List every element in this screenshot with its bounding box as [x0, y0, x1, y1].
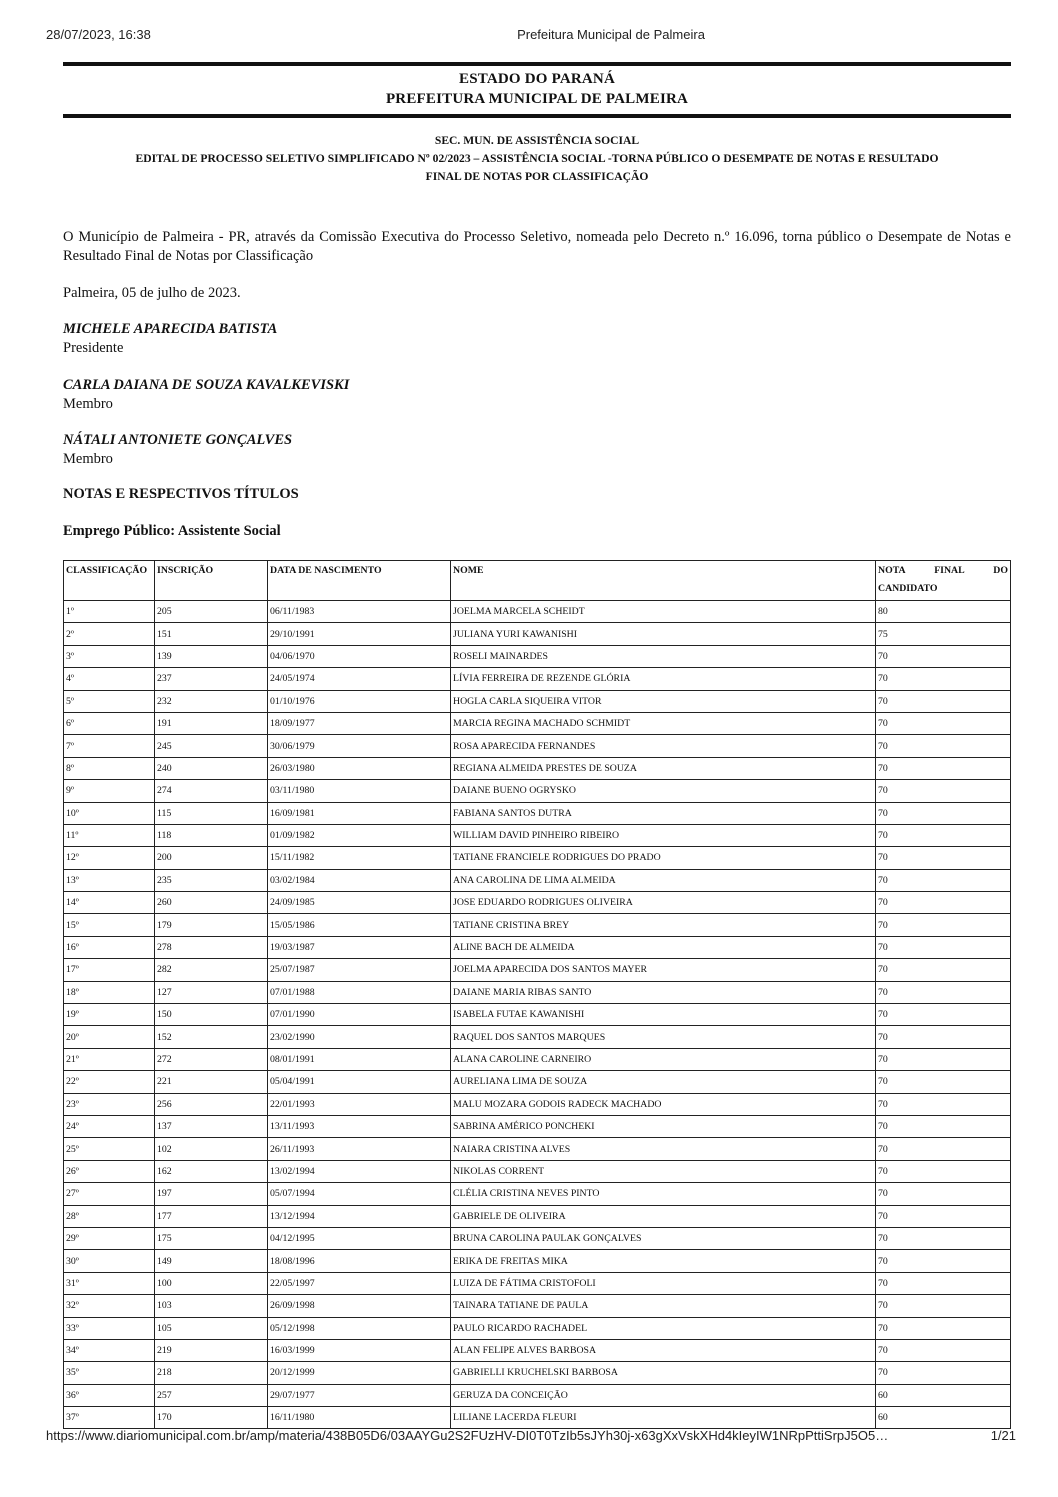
results-body	[64, 601, 1011, 1429]
cell-classificacao: 37º	[64, 1407, 155, 1429]
cell-nome: JOSE EDUARDO RODRIGUES OLIVEIRA	[451, 892, 876, 914]
table-row	[64, 690, 1011, 712]
cell-nascimento: 13/12/1994	[268, 1205, 451, 1227]
cell-inscricao: 257	[155, 1384, 268, 1406]
signer-1	[63, 320, 277, 358]
signer-3	[63, 431, 292, 469]
table-header-row	[64, 561, 1011, 601]
signer-name: NÁTALI ANTONIETE GONÇALVES	[63, 432, 293, 448]
cell-inscricao: 256	[155, 1093, 268, 1115]
cell-nascimento: 22/05/1997	[268, 1272, 451, 1294]
cell-inscricao: 102	[155, 1138, 268, 1160]
document-header	[63, 69, 1011, 109]
cell-nota: 70	[876, 1250, 1011, 1272]
cell-nascimento: 01/10/1976	[268, 690, 451, 712]
table-row	[64, 1272, 1011, 1294]
cell-nome: TATIANE CRISTINA BREY	[451, 914, 876, 936]
cell-nome: ALAN FELIPE ALVES BARBOSA	[451, 1339, 876, 1361]
table-row	[64, 1362, 1011, 1384]
cell-nascimento: 20/12/1999	[268, 1362, 451, 1384]
cell-nota: 70	[876, 1048, 1011, 1070]
table-row	[64, 623, 1011, 645]
table-row	[64, 981, 1011, 1003]
cell-classificacao: 13º	[64, 869, 155, 891]
cell-inscricao: 175	[155, 1227, 268, 1249]
cell-nome: JOELMA APARECIDA DOS SANTOS MAYER	[451, 959, 876, 981]
print-page-number: 1/21	[990, 1428, 1016, 1443]
table-row	[64, 1384, 1011, 1406]
table-row	[64, 1339, 1011, 1361]
cell-inscricao: 235	[155, 869, 268, 891]
table-row	[64, 1048, 1011, 1070]
cell-nascimento: 26/03/1980	[268, 757, 451, 779]
cell-inscricao: 218	[155, 1362, 268, 1384]
table-row	[64, 712, 1011, 734]
cell-nascimento: 16/09/1981	[268, 802, 451, 824]
cell-nome: ALINE BACH DE ALMEIDA	[451, 936, 876, 958]
signer-role: Presidente	[63, 340, 124, 356]
signer-name: CARLA DAIANA DE SOUZA KAVALKEVISKI	[63, 377, 350, 393]
state-name: ESTADO DO PARANÁ	[459, 71, 615, 87]
cell-inscricao: 162	[155, 1160, 268, 1182]
cell-nome: LILIANE LACERDA FLEURI	[451, 1407, 876, 1429]
table-row	[64, 1071, 1011, 1093]
cell-nota: 70	[876, 847, 1011, 869]
table-row	[64, 1093, 1011, 1115]
cell-nome: JULIANA YURI KAWANISHI	[451, 623, 876, 645]
cell-nota: 70	[876, 668, 1011, 690]
cell-nota: 70	[876, 1183, 1011, 1205]
cell-classificacao: 30º	[64, 1250, 155, 1272]
cell-nota: 70	[876, 780, 1011, 802]
cell-nome: REGIANA ALMEIDA PRESTES DE SOUZA	[451, 757, 876, 779]
nota-header-word: NOTA	[878, 565, 906, 576]
municipality-name: PREFEITURA MUNICIPAL DE PALMEIRA	[385, 91, 689, 107]
cell-nascimento: 15/05/1986	[268, 914, 451, 936]
cell-inscricao: 177	[155, 1205, 268, 1227]
cell-inscricao: 151	[155, 623, 268, 645]
cell-inscricao: 137	[155, 1115, 268, 1137]
cell-nome: ERIKA DE FREITAS MIKA	[451, 1250, 876, 1272]
cell-classificacao: 28º	[64, 1205, 155, 1227]
table-row	[64, 892, 1011, 914]
cell-inscricao: 152	[155, 1026, 268, 1048]
cell-nascimento: 16/11/1980	[268, 1407, 451, 1429]
cell-inscricao: 232	[155, 690, 268, 712]
cell-inscricao: 127	[155, 981, 268, 1003]
table-row	[64, 959, 1011, 981]
table-row	[64, 1205, 1011, 1227]
cell-nome: TATIANE FRANCIELE RODRIGUES DO PRADO	[451, 847, 876, 869]
cell-nome: NAIARA CRISTINA ALVES	[451, 1138, 876, 1160]
table-row	[64, 1227, 1011, 1249]
cell-nome: ROSELI MAINARDES	[451, 645, 876, 667]
cell-classificacao: 5º	[64, 690, 155, 712]
signer-role: Membro	[63, 451, 113, 467]
header-top-rule	[63, 62, 1011, 66]
cell-inscricao: 103	[155, 1295, 268, 1317]
cell-nascimento: 04/06/1970	[268, 645, 451, 667]
cell-nota: 70	[876, 1317, 1011, 1339]
edital-title-line-1: EDITAL DE PROCESSO SELETIVO SIMPLIFICADO Nº 02/2023 – ASSISTÊNCIA SOCIAL -TORNA PÚBLICO O DESEMPATE DE NOTAS E RESULTADO	[135, 152, 939, 165]
cell-inscricao: 240	[155, 757, 268, 779]
cell-nome: GABRIELE DE OLIVEIRA	[451, 1205, 876, 1227]
cell-nascimento: 24/05/1974	[268, 668, 451, 690]
cell-nascimento: 05/12/1998	[268, 1317, 451, 1339]
cell-nome: DAIANE MARIA RIBAS SANTO	[451, 981, 876, 1003]
cell-inscricao: 260	[155, 892, 268, 914]
cell-classificacao: 27º	[64, 1183, 155, 1205]
cell-classificacao: 7º	[64, 735, 155, 757]
cell-nota: 70	[876, 1227, 1011, 1249]
cell-nota: 70	[876, 1295, 1011, 1317]
cell-nascimento: 05/07/1994	[268, 1183, 451, 1205]
cell-classificacao: 33º	[64, 1317, 155, 1339]
cell-nota: 70	[876, 757, 1011, 779]
cell-nota: 70	[876, 735, 1011, 757]
cell-nome: DAIANE BUENO OGRYSKO	[451, 780, 876, 802]
cell-inscricao: 191	[155, 712, 268, 734]
table-row	[64, 1026, 1011, 1048]
cell-inscricao: 118	[155, 824, 268, 846]
job-heading: Emprego Público: Assistente Social	[63, 523, 281, 539]
cell-nota: 70	[876, 645, 1011, 667]
nota-header-line-2: CANDIDATO	[878, 583, 938, 594]
cell-classificacao: 32º	[64, 1295, 155, 1317]
col-header-nome: NOME	[451, 561, 876, 601]
cell-inscricao: 282	[155, 959, 268, 981]
cell-nota: 60	[876, 1384, 1011, 1406]
cell-classificacao: 15º	[64, 914, 155, 936]
col-header-inscricao: INSCRIÇÃO	[155, 561, 268, 601]
cell-nascimento: 01/09/1982	[268, 824, 451, 846]
cell-nota: 60	[876, 1407, 1011, 1429]
cell-classificacao: 16º	[64, 936, 155, 958]
cell-nome: WILLIAM DAVID PINHEIRO RIBEIRO	[451, 824, 876, 846]
cell-classificacao: 22º	[64, 1071, 155, 1093]
cell-classificacao: 11º	[64, 824, 155, 846]
cell-nascimento: 13/11/1993	[268, 1115, 451, 1137]
table-row	[64, 936, 1011, 958]
cell-nome: BRUNA CAROLINA PAULAK GONÇALVES	[451, 1227, 876, 1249]
table-row	[64, 914, 1011, 936]
cell-nome: HOGLA CARLA SIQUEIRA VITOR	[451, 690, 876, 712]
place-date: Palmeira, 05 de julho de 2023.	[63, 285, 241, 301]
cell-nome: GERUZA DA CONCEIÇÃO	[451, 1384, 876, 1406]
cell-nota: 70	[876, 1339, 1011, 1361]
cell-nome: FABIANA SANTOS DUTRA	[451, 802, 876, 824]
cell-nota: 70	[876, 1272, 1011, 1294]
cell-nascimento: 18/09/1977	[268, 712, 451, 734]
cell-nascimento: 29/07/1977	[268, 1384, 451, 1406]
cell-classificacao: 17º	[64, 959, 155, 981]
table-row	[64, 824, 1011, 846]
browser-print-header	[46, 27, 1016, 45]
results-table	[63, 560, 1011, 1429]
cell-inscricao: 105	[155, 1317, 268, 1339]
cell-nascimento: 30/06/1979	[268, 735, 451, 757]
table-row	[64, 645, 1011, 667]
cell-classificacao: 9º	[64, 780, 155, 802]
table-row	[64, 668, 1011, 690]
nota-header-word: FINAL	[934, 565, 965, 576]
table-row	[64, 1250, 1011, 1272]
print-datetime: 28/07/2023, 16:38	[46, 27, 151, 42]
cell-classificacao: 34º	[64, 1339, 155, 1361]
cell-classificacao: 8º	[64, 757, 155, 779]
cell-classificacao: 6º	[64, 712, 155, 734]
cell-nascimento: 07/01/1988	[268, 981, 451, 1003]
cell-classificacao: 25º	[64, 1138, 155, 1160]
cell-nascimento: 08/01/1991	[268, 1048, 451, 1070]
cell-inscricao: 100	[155, 1272, 268, 1294]
cell-nota: 70	[876, 1160, 1011, 1182]
cell-nascimento: 26/09/1998	[268, 1295, 451, 1317]
edital-title-line-2: FINAL DE NOTAS POR CLASSIFICAÇÃO	[425, 170, 649, 183]
cell-nome: MALU MOZARA GODOIS RADECK MACHADO	[451, 1093, 876, 1115]
print-page-title: Prefeitura Municipal de Palmeira	[517, 27, 705, 42]
cell-nota: 70	[876, 959, 1011, 981]
cell-inscricao: 115	[155, 802, 268, 824]
cell-nome: SABRINA AMÉRICO PONCHEKI	[451, 1115, 876, 1137]
cell-inscricao: 200	[155, 847, 268, 869]
cell-nome: RAQUEL DOS SANTOS MARQUES	[451, 1026, 876, 1048]
cell-nascimento: 19/03/1987	[268, 936, 451, 958]
signer-role: Membro	[63, 396, 113, 412]
cell-nota: 70	[876, 936, 1011, 958]
table-row	[64, 1295, 1011, 1317]
cell-nascimento: 05/04/1991	[268, 1071, 451, 1093]
cell-inscricao: 205	[155, 601, 268, 623]
table-row	[64, 735, 1011, 757]
cell-inscricao: 150	[155, 1004, 268, 1026]
cell-nascimento: 24/09/1985	[268, 892, 451, 914]
cell-classificacao: 14º	[64, 892, 155, 914]
cell-classificacao: 31º	[64, 1272, 155, 1294]
cell-classificacao: 26º	[64, 1160, 155, 1182]
cell-nascimento: 26/11/1993	[268, 1138, 451, 1160]
cell-nascimento: 25/07/1987	[268, 959, 451, 981]
cell-classificacao: 18º	[64, 981, 155, 1003]
table-row	[64, 1160, 1011, 1182]
table-row	[64, 869, 1011, 891]
cell-nascimento: 03/02/1984	[268, 869, 451, 891]
cell-nota: 70	[876, 1026, 1011, 1048]
cell-nascimento: 23/02/1990	[268, 1026, 451, 1048]
cell-inscricao: 237	[155, 668, 268, 690]
cell-nascimento: 18/08/1996	[268, 1250, 451, 1272]
cell-nota: 70	[876, 1205, 1011, 1227]
cell-nota: 70	[876, 802, 1011, 824]
col-header-nascimento: DATA DE NASCIMENTO	[268, 561, 451, 601]
cell-nota: 70	[876, 824, 1011, 846]
cell-nota: 70	[876, 712, 1011, 734]
cell-nascimento: 15/11/1982	[268, 847, 451, 869]
cell-nota: 80	[876, 601, 1011, 623]
cell-nome: LÍVIA FERREIRA DE REZENDE GLÓRIA	[451, 668, 876, 690]
cell-nome: NIKOLAS CORRENT	[451, 1160, 876, 1182]
cell-classificacao: 23º	[64, 1093, 155, 1115]
cell-inscricao: 278	[155, 936, 268, 958]
cell-inscricao: 245	[155, 735, 268, 757]
cell-nascimento: 04/12/1995	[268, 1227, 451, 1249]
cell-inscricao: 179	[155, 914, 268, 936]
cell-classificacao: 21º	[64, 1048, 155, 1070]
cell-nascimento: 16/03/1999	[268, 1339, 451, 1361]
cell-nome: TAINARA TATIANE DE PAULA	[451, 1295, 876, 1317]
cell-inscricao: 272	[155, 1048, 268, 1070]
cell-inscricao: 219	[155, 1339, 268, 1361]
cell-inscricao: 139	[155, 645, 268, 667]
table-row	[64, 1138, 1011, 1160]
cell-classificacao: 19º	[64, 1004, 155, 1026]
print-url: https://www.diariomunicipal.com.br/amp/materia/438B05D6/03AAYGu2S2FUzHV-DI0T0TzIb5sJYh30j-x63gXxVskXHd4kIeyIW1NRpPttiSrpJ5O5…	[46, 1428, 889, 1443]
cell-nome: ANA CAROLINA DE LIMA ALMEIDA	[451, 869, 876, 891]
cell-nascimento: 07/01/1990	[268, 1004, 451, 1026]
cell-inscricao: 170	[155, 1407, 268, 1429]
cell-nome: ISABELA FUTAE KAWANISHI	[451, 1004, 876, 1026]
cell-classificacao: 20º	[64, 1026, 155, 1048]
cell-classificacao: 12º	[64, 847, 155, 869]
signer-name: MICHELE APARECIDA BATISTA	[63, 321, 278, 337]
cell-nome: CLÉLIA CRISTINA NEVES PINTO	[451, 1183, 876, 1205]
cell-nascimento: 03/11/1980	[268, 780, 451, 802]
cell-inscricao: 274	[155, 780, 268, 802]
cell-nome: JOELMA MARCELA SCHEIDT	[451, 601, 876, 623]
edital-title-block	[63, 132, 1011, 186]
cell-classificacao: 36º	[64, 1384, 155, 1406]
cell-nota: 70	[876, 1115, 1011, 1137]
header-bottom-rule	[63, 114, 1011, 118]
cell-inscricao: 221	[155, 1071, 268, 1093]
signer-2	[63, 376, 349, 414]
cell-nota: 70	[876, 1004, 1011, 1026]
cell-nome: ROSA APARECIDA FERNANDES	[451, 735, 876, 757]
cell-nome: ALANA CAROLINE CARNEIRO	[451, 1048, 876, 1070]
table-row	[64, 1004, 1011, 1026]
cell-nome: GABRIELLI KRUCHELSKI BARBOSA	[451, 1362, 876, 1384]
table-row	[64, 780, 1011, 802]
cell-nota: 70	[876, 1138, 1011, 1160]
cell-nascimento: 22/01/1993	[268, 1093, 451, 1115]
intro-paragraph: O Município de Palmeira - PR, através da Comissão Executiva do Processo Seletivo, nomeada pelo Decreto n.º 16.096, torna público o Desempate de Notas e Resultado Final de Notas por Classificação	[63, 229, 1011, 264]
cell-nascimento: 13/02/1994	[268, 1160, 451, 1182]
table-row	[64, 1317, 1011, 1339]
cell-nascimento: 29/10/1991	[268, 623, 451, 645]
cell-classificacao: 24º	[64, 1115, 155, 1137]
cell-nota: 75	[876, 623, 1011, 645]
table-row	[64, 601, 1011, 623]
table-row	[64, 802, 1011, 824]
table-row	[64, 847, 1011, 869]
cell-nascimento: 06/11/1983	[268, 601, 451, 623]
cell-nome: LUIZA DE FÁTIMA CRISTOFOLI	[451, 1272, 876, 1294]
cell-nota: 70	[876, 1071, 1011, 1093]
cell-nota: 70	[876, 914, 1011, 936]
cell-nome: MARCIA REGINA MACHADO SCHMIDT	[451, 712, 876, 734]
cell-inscricao: 149	[155, 1250, 268, 1272]
cell-classificacao: 3º	[64, 645, 155, 667]
cell-classificacao: 29º	[64, 1227, 155, 1249]
section-heading: NOTAS E RESPECTIVOS TÍTULOS	[63, 486, 299, 502]
cell-classificacao: 2º	[64, 623, 155, 645]
col-header-nota	[876, 561, 1011, 601]
cell-classificacao: 4º	[64, 668, 155, 690]
table-row	[64, 757, 1011, 779]
cell-nota: 70	[876, 892, 1011, 914]
cell-nota: 70	[876, 1362, 1011, 1384]
col-header-classificacao: CLASSIFICAÇÃO	[64, 561, 155, 601]
nota-header-word: DO	[993, 565, 1008, 576]
cell-nota: 70	[876, 690, 1011, 712]
table-row	[64, 1115, 1011, 1137]
department-name: SEC. MUN. DE ASSISTÊNCIA SOCIAL	[434, 134, 640, 147]
cell-nome: PAULO RICARDO RACHADEL	[451, 1317, 876, 1339]
cell-classificacao: 1º	[64, 601, 155, 623]
cell-nome: AURELIANA LIMA DE SOUZA	[451, 1071, 876, 1093]
table-row	[64, 1183, 1011, 1205]
cell-nota: 70	[876, 981, 1011, 1003]
cell-inscricao: 197	[155, 1183, 268, 1205]
cell-classificacao: 10º	[64, 802, 155, 824]
cell-classificacao: 35º	[64, 1362, 155, 1384]
table-row	[64, 1407, 1011, 1429]
cell-nota: 70	[876, 869, 1011, 891]
cell-nota: 70	[876, 1093, 1011, 1115]
